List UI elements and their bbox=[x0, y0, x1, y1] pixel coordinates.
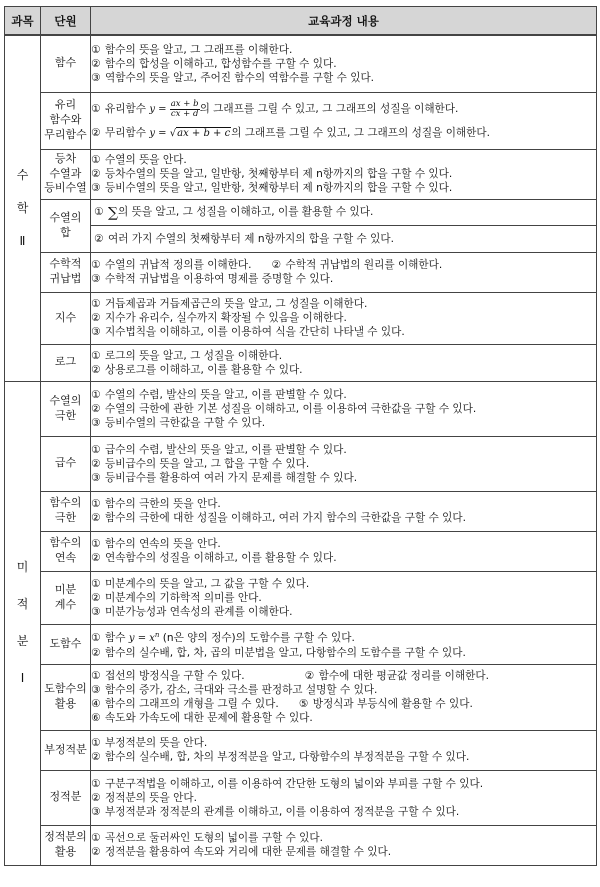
unit-label: 정적분의 활용 bbox=[41, 825, 91, 865]
header-row bbox=[5, 7, 597, 36]
unit-row bbox=[5, 252, 597, 292]
unit-label: 정적분 bbox=[41, 770, 91, 825]
content-line: ① 함수 $y = x^n$ (n은 양의 정수)의 도함수를 구할 수 있다. bbox=[91, 631, 355, 644]
content-line: ① 부정적분의 뜻을 안다. bbox=[91, 737, 208, 749]
unit-label: 로그 bbox=[41, 344, 91, 381]
subject-char: 분 bbox=[16, 634, 29, 648]
unit-row bbox=[5, 624, 597, 664]
content-line: ① 거듭제곱과 거듭제곱근의 뜻을 알고, 그 성질을 이해한다. bbox=[91, 298, 368, 310]
unit-row bbox=[5, 531, 597, 571]
unit-row bbox=[5, 730, 597, 770]
unit-label: 함수의 극한 bbox=[41, 491, 91, 531]
content-line: ② 등차수열의 뜻을 알고, 일반항, 첫째항부터 제 n항까지의 합을 구할 수 있다. bbox=[91, 168, 453, 180]
header-content: 교육과정 내용 bbox=[91, 7, 597, 36]
sigma-symbol: ∑ bbox=[108, 204, 118, 221]
unit-row bbox=[5, 491, 597, 531]
unit-content bbox=[91, 770, 597, 825]
content-line: ③ 미분가능성과 연속성의 관계를 이해한다. bbox=[91, 605, 293, 618]
unit-content bbox=[91, 491, 597, 531]
unit-row bbox=[5, 770, 597, 825]
content-line: ② 함수의 극한에 대한 성질을 이해하고, 여러 가지 함수의 극한값을 구할 수 있다. bbox=[91, 512, 467, 524]
unit-row bbox=[5, 344, 597, 381]
content-line: ② 여러 가지 수열의 첫째항부터 제 n항까지의 합을 구할 수 있다. bbox=[94, 232, 394, 245]
unit-label: 부정적분 bbox=[41, 730, 91, 770]
content-line: ③ 등비수열의 극한값을 구할 수 있다. bbox=[91, 416, 266, 429]
content-line: ① 함수의 극한의 뜻을 안다. bbox=[91, 498, 221, 510]
formula-rational: y = $\frac{ax + b}{cx + d}$ bbox=[149, 98, 199, 119]
unit-label: 수열의 합 bbox=[41, 199, 91, 252]
unit-content bbox=[91, 531, 597, 571]
unit-label: 유리 함수와 무리함수 bbox=[41, 92, 91, 149]
content-line: ① 로그의 뜻을 알고, 그 성질을 이해한다. bbox=[91, 349, 283, 362]
content-line: ② 수열의 극한에 관한 기본 성질을 이해하고, 이를 이용하여 극한값을 구할 수 있다. bbox=[91, 402, 477, 415]
subject-char: 미 bbox=[16, 560, 29, 575]
unit-content bbox=[91, 292, 597, 344]
unit-row bbox=[5, 571, 597, 624]
content-line: ③ 등비수열의 뜻을 알고, 일반항, 첫째항부터 제 n항까지의 합을 구할 수 있다. bbox=[91, 182, 453, 194]
subject-char: 수 bbox=[16, 168, 29, 183]
unit-content bbox=[91, 149, 597, 199]
subject-char: 학 bbox=[16, 200, 29, 215]
content-line: ② 등비급수의 뜻을 알고, 그 합을 구할 수 있다. bbox=[91, 457, 310, 470]
unit-label: 수열의 극한 bbox=[41, 381, 91, 436]
content-line: ③ 등비급수를 활용하여 여러 가지 문제를 해결할 수 있다. bbox=[91, 471, 358, 484]
unit-content bbox=[91, 730, 597, 770]
unit-content bbox=[91, 436, 597, 491]
unit-row bbox=[5, 381, 597, 436]
content-line: ① 미분계수의 뜻을 알고, 그 값을 구할 수 있다. bbox=[91, 577, 310, 590]
content-line: ② 무리함수 y = √ax + b + c의 그래프를 그릴 수 있고, 그 그래프의 성질을 이해한다. bbox=[91, 126, 490, 139]
unit-content bbox=[91, 92, 597, 149]
subject-math2 bbox=[5, 35, 41, 381]
content-line: ② 정적분의 뜻을 안다. bbox=[91, 791, 197, 804]
subject-calculus1 bbox=[5, 381, 41, 865]
unit-content bbox=[91, 664, 597, 730]
unit-content bbox=[91, 199, 597, 252]
unit-row bbox=[5, 664, 597, 730]
unit-label: 등차 수열과 등비수열 bbox=[41, 149, 91, 199]
content-line: ① 급수의 수렴, 발산의 뜻을 알고, 이를 판별할 수 있다. bbox=[91, 443, 347, 456]
content-line: ② 연속함수의 성질을 이해하고, 이를 활용할 수 있다. bbox=[91, 552, 337, 564]
unit-label: 함수 bbox=[41, 35, 91, 92]
content-line: ③ 수학적 귀납법을 이용하여 명제를 증명할 수 있다. bbox=[91, 273, 334, 285]
subject-char: Ⅰ bbox=[20, 670, 25, 685]
content-line: ③ 부정적분과 정적분의 관계를 이해하고, 이를 이용하여 정적분을 구할 수 있다. bbox=[91, 805, 460, 818]
unit-label: 미분 계수 bbox=[41, 571, 91, 624]
unit-row bbox=[5, 92, 597, 149]
content-line: ② 함수의 실수배, 합, 차의 부정적분을 알고, 다항함수의 부정적분을 구할 수 있다. bbox=[91, 751, 470, 763]
unit-row bbox=[5, 149, 597, 199]
content-line: ⑥ 속도와 가속도에 대한 문제에 활용할 수 있다. bbox=[91, 712, 313, 724]
content-line: ① 함수의 뜻을 알고, 그 그래프를 이해한다. bbox=[91, 43, 293, 56]
unit-label: 함수의 연속 bbox=[41, 531, 91, 571]
unit-label: 도함수 bbox=[41, 624, 91, 664]
unit-content bbox=[91, 624, 597, 664]
content-line: ② 미분계수의 기하학적 의미를 안다. bbox=[91, 591, 262, 604]
content-line: ① 수열의 귀납적 정의를 이해한다. ② 수학적 귀납법의 원리를 이해한다. bbox=[91, 259, 443, 271]
content-line: ① 곡선으로 둘러싸인 도형의 넓이를 구할 수 있다. bbox=[91, 832, 324, 844]
unit-content bbox=[91, 381, 597, 436]
content-line: ② 정적분을 활용하여 속도와 거리에 대한 문제를 해결할 수 있다. bbox=[91, 846, 392, 858]
unit-row bbox=[5, 436, 597, 491]
content-line: ② 함수의 합성을 이해하고, 합성함수를 구할 수 있다. bbox=[91, 57, 337, 70]
content-line: ② 지수가 유리수, 실수까지 확장될 수 있음을 이해한다. bbox=[91, 312, 347, 324]
content-line: ① 함수의 연속의 뜻을 안다. bbox=[91, 538, 221, 550]
unit-content bbox=[91, 571, 597, 624]
content-line: ① 유리함수 y = $\frac{ax + b}{cx + d}$ 의 그래프를 그릴 수 있고, 그 그래프의 성질을 이해한다. bbox=[91, 98, 459, 119]
subject-char: 적 bbox=[16, 597, 29, 612]
content-line: ④ 함수의 그래프의 개형을 그릴 수 있다. ⑤ 방정식과 부등식에 활용할 수 있다. bbox=[91, 698, 473, 710]
formula-irrational: y = √ax + b + c bbox=[149, 127, 231, 139]
content-line: ③ 함수의 증가, 감소, 극대와 극소를 판정하고 설명할 수 있다. bbox=[91, 684, 378, 696]
header-unit: 단원 bbox=[41, 7, 91, 36]
unit-row bbox=[5, 292, 597, 344]
content-line: ① 접선의 방정식을 구할 수 있다. ② 함수에 대한 평균값 정리를 이해한다. bbox=[91, 670, 489, 682]
curriculum-table bbox=[4, 6, 597, 866]
unit-content bbox=[91, 344, 597, 381]
unit-content bbox=[91, 252, 597, 292]
unit-label: 급수 bbox=[41, 436, 91, 491]
unit-content bbox=[91, 35, 597, 92]
content-line: ③ 역함수의 뜻을 알고, 주어진 함수의 역함수를 구할 수 있다. bbox=[91, 71, 375, 84]
header-subject: 과목 bbox=[5, 7, 41, 36]
formula-power: $y = x^n$ bbox=[128, 631, 160, 644]
subject-char: Ⅱ bbox=[19, 233, 26, 248]
content-line: ② 상용로그를 이해하고, 이를 활용할 수 있다. bbox=[91, 363, 303, 376]
content-line: ③ 지수법칙을 이해하고, 이를 이용하여 식을 간단히 나타낼 수 있다. bbox=[91, 326, 405, 338]
content-line: ① ∑의 뜻을 알고, 그 성질을 이해하고, 이를 활용할 수 있다. bbox=[91, 200, 596, 226]
unit-label: 지수 bbox=[41, 292, 91, 344]
content-line: ② 함수의 실수배, 합, 차, 곱의 미분법을 알고, 다항함수의 도함수를 구할 수 있다. bbox=[91, 647, 466, 659]
unit-label: 도함수의 활용 bbox=[41, 664, 91, 730]
content-line: ① 수열의 뜻을 안다. bbox=[91, 154, 187, 166]
content-line: ① 구분구적법을 이해하고, 이를 이용하여 간단한 도형의 넓이와 부피를 구할 수 있다. bbox=[91, 777, 484, 790]
unit-row bbox=[5, 199, 597, 252]
unit-label: 수학적 귀납법 bbox=[41, 252, 91, 292]
unit-content bbox=[91, 825, 597, 865]
content-line: ① 수열의 수렴, 발산의 뜻을 알고, 이를 판별할 수 있다. bbox=[91, 388, 347, 401]
unit-row bbox=[5, 825, 597, 865]
unit-row bbox=[5, 35, 597, 92]
